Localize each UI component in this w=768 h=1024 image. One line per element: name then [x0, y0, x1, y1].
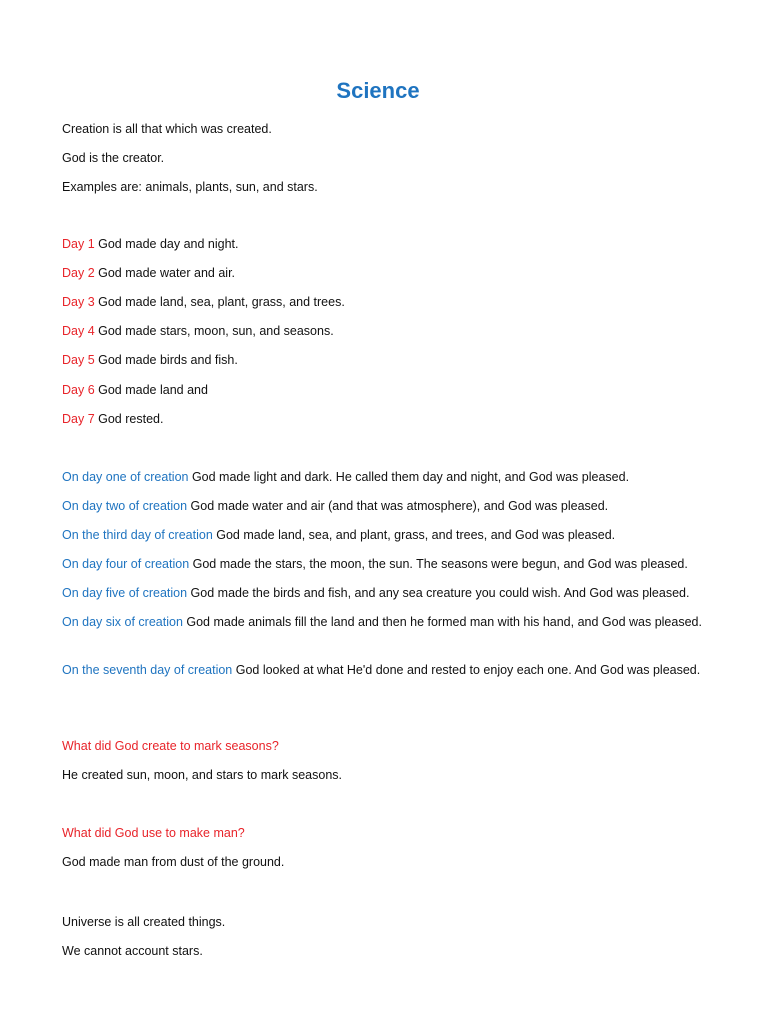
day-item	[62, 322, 702, 341]
day-text: God made land and	[94, 383, 208, 397]
creation-text: God made the stars, the moon, the sun. The seasons were begun, and God was pleased.	[189, 557, 688, 571]
creation-label: On day one of creation	[62, 470, 189, 484]
day-item	[62, 351, 702, 370]
creation-paragraph	[62, 613, 702, 632]
day-label: Day 4	[62, 324, 95, 338]
day-label: Day 6	[62, 383, 95, 397]
day-text: God made birds and fish.	[94, 353, 238, 367]
creation-text: God made the birds and fish, and any sea creature you could wish. And God was pleased.	[187, 586, 690, 600]
day-item	[62, 235, 702, 254]
creation-label: On the third day of creation	[62, 528, 213, 542]
day-label: Day 5	[62, 353, 95, 367]
creation-paragraph	[62, 584, 702, 603]
day-item	[62, 264, 702, 283]
day-text: God rested.	[94, 412, 164, 426]
day-label: Day 7	[62, 412, 95, 426]
closing-line: We cannot account stars.	[62, 944, 203, 958]
creation-label: On day six of creation	[62, 615, 183, 629]
day-label: Day 3	[62, 295, 95, 309]
day-label: Day 1	[62, 237, 95, 251]
creation-label: On day two of creation	[62, 499, 188, 513]
creation-paragraph	[62, 661, 702, 680]
creation-paragraph	[62, 555, 702, 574]
creation-label: On day four of creation	[62, 557, 190, 571]
intro-line: Examples are: animals, plants, sun, and stars.	[62, 180, 318, 194]
creation-text: God made land, sea, and plant, grass, and trees, and God was pleased.	[212, 528, 616, 542]
day-text: God made day and night.	[94, 237, 239, 251]
question: What did God use to make man?	[62, 826, 245, 840]
closing-line: Universe is all created things.	[62, 915, 226, 929]
day-text: God made stars, moon, sun, and seasons.	[94, 324, 334, 338]
creation-text: God looked at what He'd done and rested to enjoy each one. And God was pleased.	[232, 663, 701, 677]
day-item	[62, 381, 702, 400]
creation-paragraph	[62, 468, 702, 487]
creation-text: God made water and air (and that was atmosphere), and God was pleased.	[187, 499, 609, 513]
creation-label: On day five of creation	[62, 586, 188, 600]
day-text: God made land, sea, plant, grass, and trees.	[94, 295, 345, 309]
creation-text: God made animals fill the land and then he formed man with his hand, and God was pleased.	[182, 615, 702, 629]
day-item	[62, 293, 702, 312]
day-label: Day 2	[62, 266, 95, 280]
answer: He created sun, moon, and stars to mark seasons.	[62, 768, 342, 782]
creation-label: On the seventh day of creation	[62, 663, 233, 677]
question: What did God create to mark seasons?	[62, 739, 279, 753]
intro-line: God is the creator.	[62, 151, 165, 165]
creation-text: God made light and dark. He called them day and night, and God was pleased.	[188, 470, 630, 484]
day-text: God made water and air.	[94, 266, 236, 280]
day-item	[62, 410, 702, 429]
creation-paragraph	[62, 526, 702, 545]
page-title: Science	[336, 78, 420, 103]
creation-paragraph	[62, 497, 702, 516]
intro-line: Creation is all that which was created.	[62, 122, 272, 136]
answer: God made man from dust of the ground.	[62, 855, 285, 869]
